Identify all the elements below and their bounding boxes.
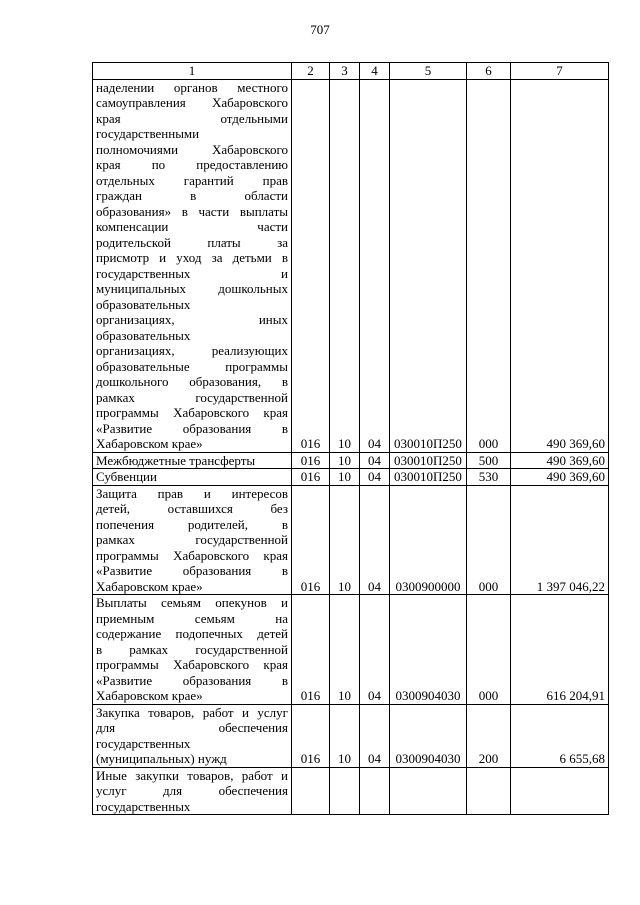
table-row [93,452,609,469]
column-header: 6 [467,63,511,80]
subsection-code-cell: 04 [360,469,390,486]
column-header: 2 [292,63,330,80]
grbs-code-cell [292,767,330,815]
row-name-line: Субвенции [96,469,157,484]
table-row [93,595,609,705]
row-name-line: компенсации части [96,219,288,234]
row-name-cell [93,79,292,452]
table-row [93,767,609,815]
row-name-line: самоуправления Хабаровского [96,95,288,110]
grbs-code-cell: 016 [292,79,330,452]
section-code-cell: 10 [330,485,360,595]
row-name-line: образования» в части выплаты [96,203,288,219]
row-name-line: в рамках государственной [96,641,288,657]
row-name-line: содержание подопечных детей [96,626,288,641]
amount-cell: 490 369,60 [511,469,609,486]
row-name-line: образовательные программы [96,358,288,374]
row-name-line: государственными [96,126,200,141]
grbs-code-cell: 016 [292,704,330,767]
subsection-code-cell [360,767,390,815]
subsection-code-cell: 04 [360,452,390,469]
section-code-cell: 10 [330,469,360,486]
row-name-line: образовательных [96,296,191,312]
subsection-code-cell: 04 [360,704,390,767]
row-name-line: Хабаровском крае» [96,688,203,703]
row-name-line: рамках государственной [96,389,288,405]
row-name-line: края отдельными [96,110,288,126]
target-article-cell: 0300904030 [390,595,467,705]
subsection-code-cell: 04 [360,485,390,595]
section-code-cell [330,767,360,815]
expense-type-cell: 530 [467,469,511,486]
amount-cell: 1 397 046,22 [511,485,609,595]
row-name-line: Закупка товаров, работ и услуг [96,704,288,720]
table-row [93,469,609,486]
row-name-line: организациях, реализующих [96,343,288,358]
section-code-cell: 10 [330,79,360,452]
row-name-line: края по предоставлению [96,157,288,172]
table-row [93,79,609,452]
row-name-line: «Развитие образования в [96,563,288,578]
expense-type-cell: 200 [467,704,511,767]
row-name-line: рамках государственной [96,532,288,547]
row-name-cell [93,485,292,595]
column-header: 4 [360,63,390,80]
row-name-line: программы Хабаровского края [96,657,288,672]
column-header: 1 [93,63,292,80]
expense-type-cell [467,767,511,815]
target-article-cell: 030010П250 [390,452,467,469]
row-name-line: попечения родителей, в [96,516,288,532]
grbs-code-cell: 016 [292,485,330,595]
grbs-code-cell: 016 [292,469,330,486]
row-name-line: Защита прав и интересов [96,485,288,501]
row-name-line: образовательных [96,327,191,343]
row-name-line: Иные закупки товаров, работ и [96,767,288,783]
row-name-cell [93,595,292,705]
expense-type-cell: 500 [467,452,511,469]
section-code-cell: 10 [330,595,360,705]
row-name-line: родительской платы за [96,234,288,250]
row-name-line: государственных и [96,265,288,281]
expense-type-cell: 000 [467,595,511,705]
target-article-cell: 030010П250 [390,469,467,486]
row-name-line: (муниципальных) нужд [96,751,227,766]
row-name-cell [93,767,292,815]
row-name-cell [93,452,292,469]
row-name-line: приемным семьям на [96,610,288,626]
column-header: 7 [511,63,609,80]
amount-cell [511,767,609,815]
row-name-line: для обеспечения [96,720,288,735]
grbs-code-cell: 016 [292,595,330,705]
row-name-line: программы Хабаровского края [96,547,288,563]
target-article-cell: 0300904030 [390,704,467,767]
row-name-line: детей, оставшихся без [96,501,288,516]
table-row [93,485,609,595]
row-name-line: муниципальных дошкольных [96,281,288,296]
row-name-line: государственных [96,735,191,751]
row-name-line: дошкольного образования, в [96,374,288,389]
row-name-cell [93,704,292,767]
target-article-cell [390,767,467,815]
row-name-line: Межбюджетные трансферты [96,452,256,468]
row-name-line: «Развитие образования в [96,420,288,436]
row-name-cell [93,469,292,486]
section-code-cell: 10 [330,452,360,469]
row-name-line: организациях, иных [96,312,288,327]
row-name-line: отдельных гарантий прав [96,172,288,188]
target-article-cell: 030010П250 [390,79,467,452]
subsection-code-cell: 04 [360,79,390,452]
target-article-cell: 0300900000 [390,485,467,595]
row-name-line: граждан в области [96,188,288,203]
page-number: 707 [310,22,330,37]
column-header: 3 [330,63,360,80]
row-name-line: услуг для обеспечения [96,783,288,798]
amount-cell: 616 204,91 [511,595,609,705]
row-name-line: программы Хабаровского края [96,405,288,420]
table-header-row [93,63,609,80]
amount-cell: 490 369,60 [511,452,609,469]
table-row [93,704,609,767]
amount-cell: 6 655,68 [511,704,609,767]
row-name-line: Хабаровском крае» [96,436,203,451]
row-name-line: присмотр и уход за детьми в [96,250,288,265]
section-code-cell: 10 [330,704,360,767]
row-name-line: наделении органов местного [96,79,288,95]
row-name-line: Хабаровском крае» [96,578,203,594]
grbs-code-cell: 016 [292,452,330,469]
subsection-code-cell: 04 [360,595,390,705]
column-header: 5 [390,63,467,80]
row-name-line: государственных [96,798,191,814]
expense-type-cell: 000 [467,485,511,595]
row-name-line: полномочиями Хабаровского [96,141,288,157]
expense-type-cell: 000 [467,79,511,452]
budget-table [92,62,609,815]
row-name-line: «Развитие образования в [96,672,288,688]
amount-cell: 490 369,60 [511,79,609,452]
row-name-line: Выплаты семьям опекунов и [96,595,288,610]
